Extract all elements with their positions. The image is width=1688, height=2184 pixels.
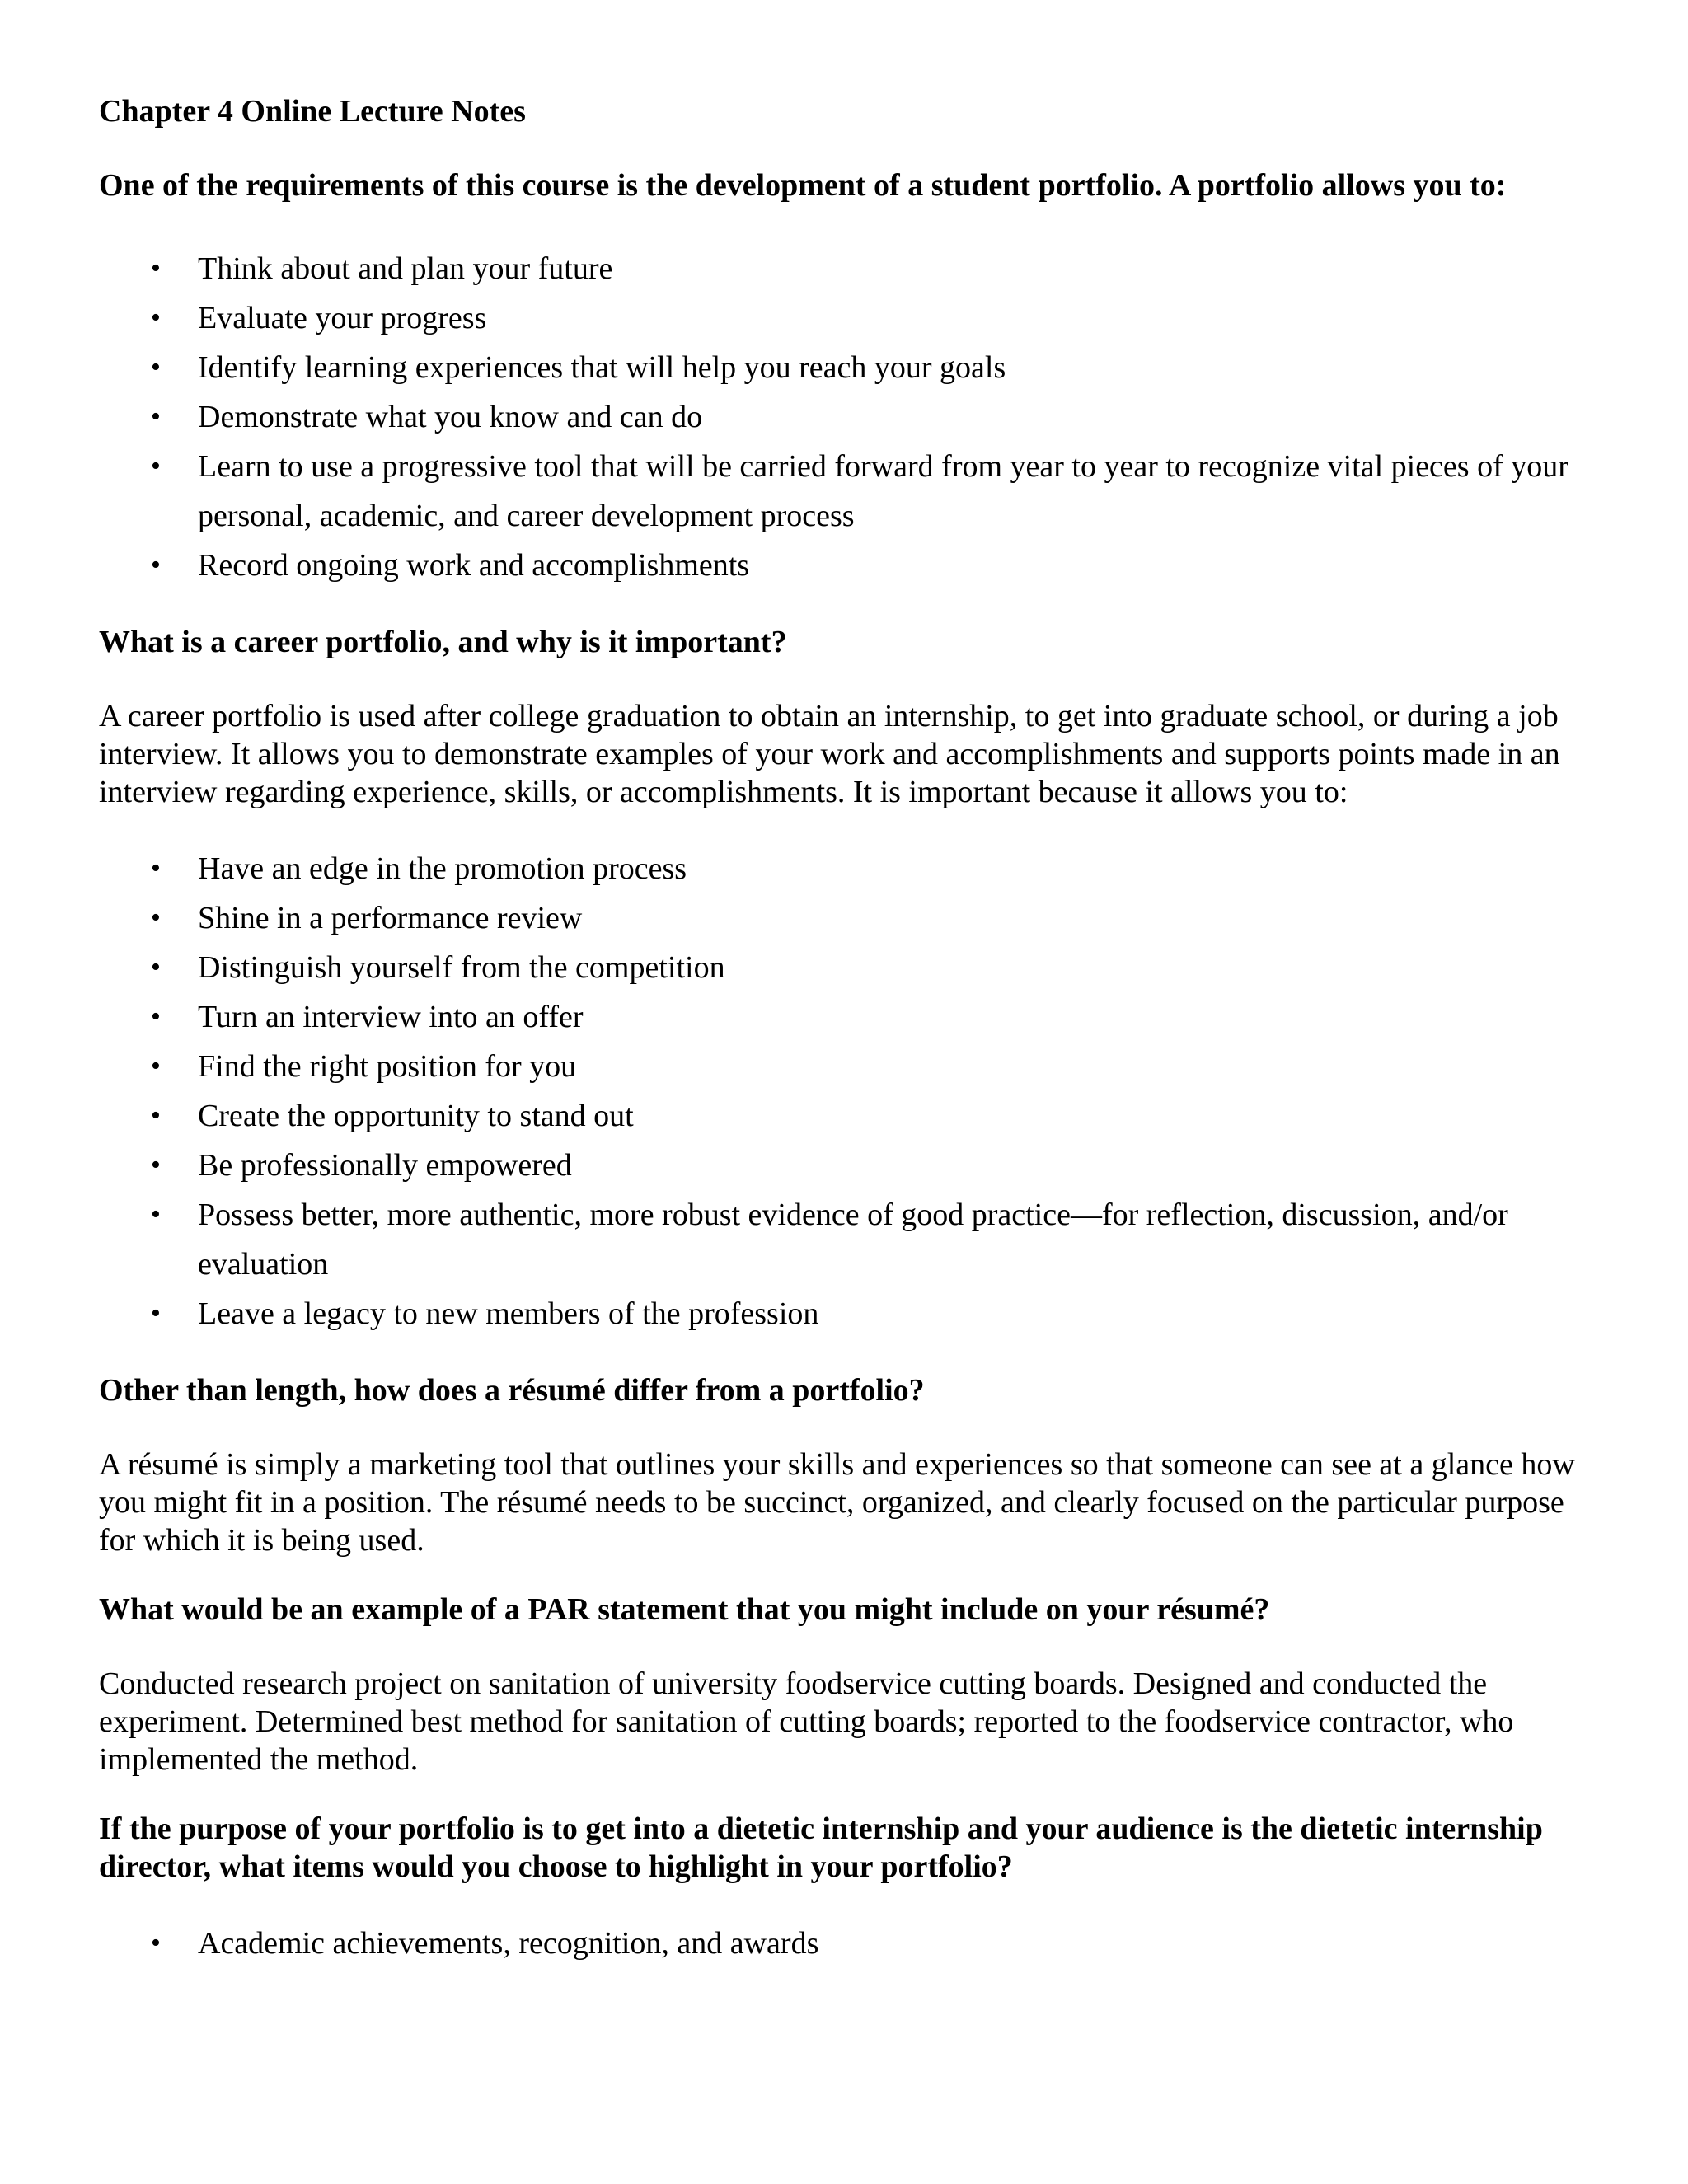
list-item: • Possess better, more authentic, more robust evidence of good practice—for reflection, discussion, and/or evaluation	[99, 1190, 1599, 1289]
list-item: • Academic achievements, recognition, and awards	[99, 1919, 1599, 1968]
career-paragraph: A career portfolio is used after college graduation to obtain an internship, to get into graduate school, or during a job interview. It allows you to demonstrate examples of your work and accomplishments and supports points made in an interview regarding experience, skills, or accomplishments. It is important because it allows you to:	[99, 699, 1560, 809]
bullet-icon: •	[151, 1100, 161, 1131]
bullet-icon: •	[151, 1298, 161, 1329]
bullet-icon: •	[151, 952, 161, 982]
par-heading: What would be an example of a PAR statement that you might include on your résumé?	[99, 1592, 1270, 1627]
bullet-icon: •	[151, 451, 161, 481]
list-item: • Record ongoing work and accomplishments	[99, 541, 1599, 590]
bullet-icon: •	[151, 1928, 161, 1958]
career-list	[99, 844, 1599, 1338]
bullet-icon: •	[151, 1051, 161, 1081]
list-item: • Distinguish yourself from the competition	[99, 943, 1599, 992]
bullet-icon: •	[151, 253, 161, 284]
list-item: • Have an edge in the promotion process	[99, 844, 1599, 893]
resume-heading: Other than length, how does a résumé differ from a portfolio?	[99, 1373, 925, 1408]
list-item: • Think about and plan your future	[99, 244, 1599, 293]
dietetic-list	[99, 1919, 1599, 1968]
bullet-icon: •	[151, 1150, 161, 1180]
list-item: • Be professionally empowered	[99, 1141, 1599, 1190]
list-item: • Demonstrate what you know and can do	[99, 392, 1599, 442]
intro-heading: One of the requirements of this course is the development of a student portfolio. A portfolio allows you to:	[99, 168, 1507, 203]
list-item: • Leave a legacy to new members of the profession	[99, 1289, 1599, 1338]
bullet-icon: •	[151, 550, 161, 580]
document-title: Chapter 4 Online Lecture Notes	[99, 94, 526, 129]
bullet-icon: •	[151, 302, 161, 333]
bullet-icon: •	[151, 401, 161, 432]
intro-list	[99, 244, 1599, 590]
list-item: • Evaluate your progress	[99, 293, 1599, 343]
list-item: • Create the opportunity to stand out	[99, 1091, 1599, 1141]
list-item: • Learn to use a progressive tool that will be carried forward from year to year to recognize vital pieces of your personal, academic, and career development process	[99, 442, 1599, 541]
list-item: • Identify learning experiences that will help you reach your goals	[99, 343, 1599, 392]
dietetic-heading: If the purpose of your portfolio is to get into a dietetic internship and your audience is the dietetic internship director, what items would you choose to highlight in your portfolio?	[99, 1811, 1543, 1884]
bullet-icon: •	[151, 1199, 161, 1230]
bullet-icon: •	[151, 853, 161, 883]
list-item: • Shine in a performance review	[99, 893, 1599, 943]
career-heading: What is a career portfolio, and why is it important?	[99, 625, 787, 659]
par-paragraph: Conducted research project on sanitation of university foodservice cutting boards. Designed and conducted the experiment. Determined best method for sanitation of cutting boards; reported to the foodservice contractor, who implemented the method.	[99, 1666, 1514, 1777]
bullet-icon: •	[151, 902, 161, 933]
bullet-icon: •	[151, 352, 161, 382]
list-item: • Find the right position for you	[99, 1042, 1599, 1091]
bullet-icon: •	[151, 1001, 161, 1032]
resume-paragraph: A résumé is simply a marketing tool that outlines your skills and experiences so that someone can see at a glance how you might fit in a position. The résumé needs to be succinct, organized, and clearly focused on the particular purpose for which it is being used.	[99, 1447, 1575, 1558]
document-page	[99, 92, 1599, 1968]
list-item: • Turn an interview into an offer	[99, 992, 1599, 1042]
